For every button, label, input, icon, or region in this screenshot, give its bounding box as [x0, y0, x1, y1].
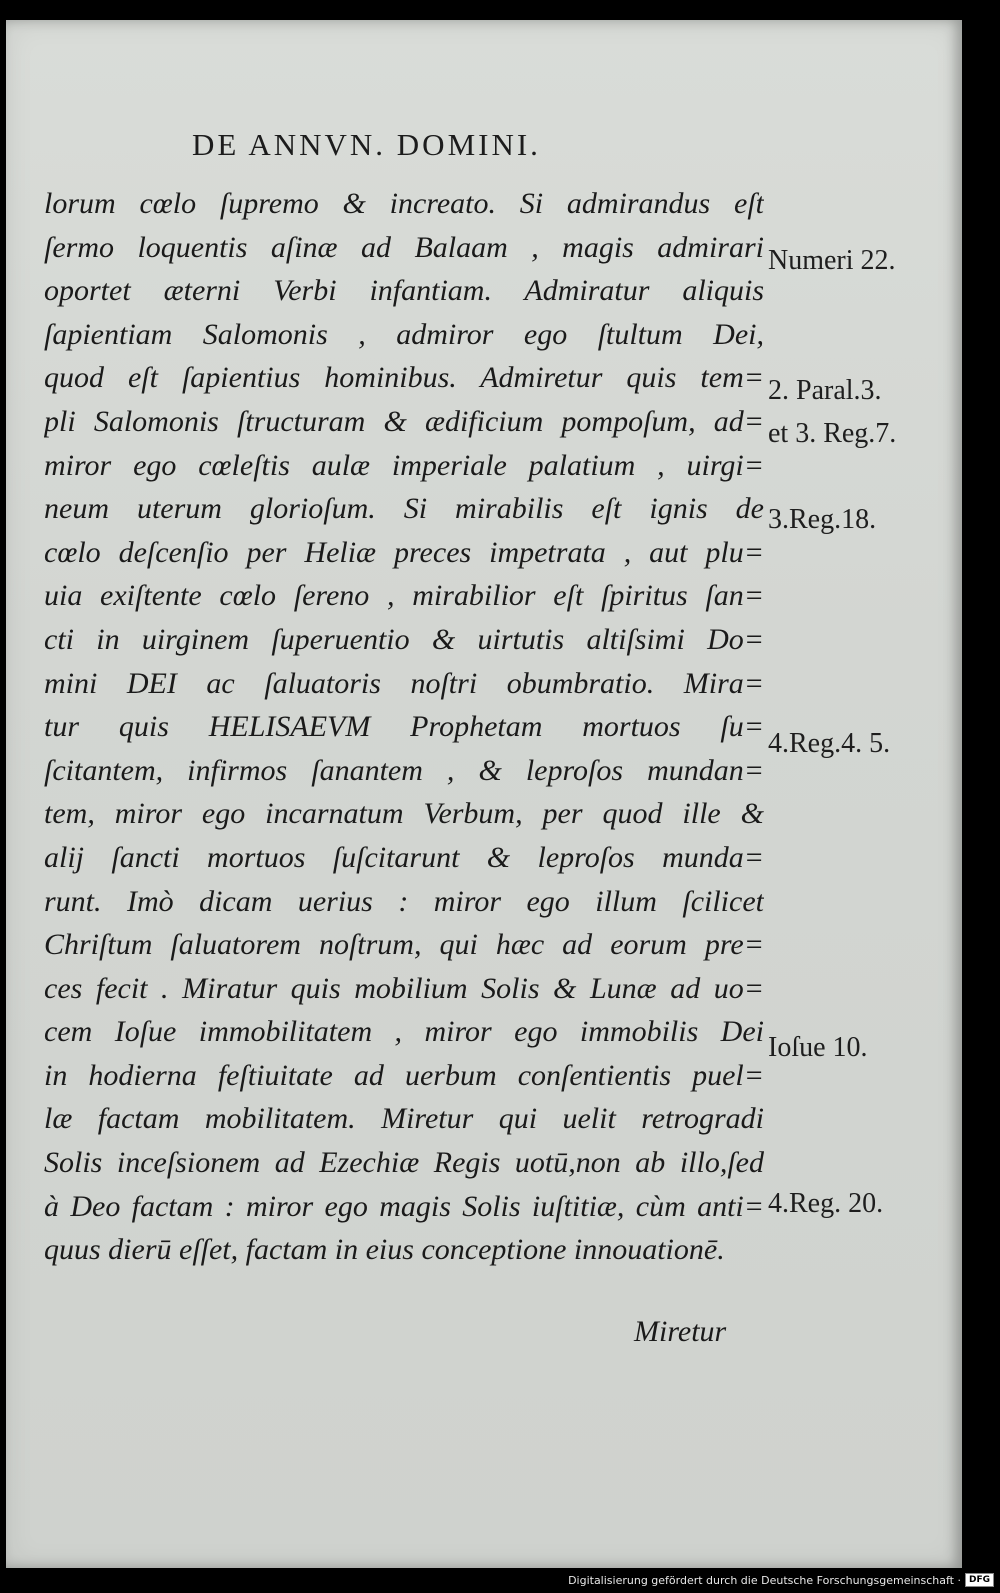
text-line: cem Ioſue immobilitatem , miror ego immobilis Dei: [44, 1015, 764, 1049]
text-line: in hodierna feſtiuitate ad uerbum conſentientis puel=: [44, 1058, 764, 1092]
text-line: quod eſt ſapientius hominibus. Admiretur quis tem=: [44, 361, 764, 395]
margin-note: 3.Reg.18.: [768, 504, 877, 535]
digitization-footer: [568, 1570, 994, 1590]
text-line: lorum cœlo ſupremo & increato. Si admirandus eſt: [44, 187, 764, 220]
margin-note: 4.Reg. 20.: [768, 1188, 884, 1219]
text-line: oportet æterni Verbi infantiam. Admiratur aliquis: [44, 274, 764, 308]
text-line: neum uterum glorioſum. Si mirabilis eſt ignis de: [44, 492, 764, 526]
text-line: miror ego cœleſtis aulæ imperiale palatium , uirgi=: [44, 448, 764, 482]
text-line: quus dierū eſſet, factam in eius conceptione innouationē.: [44, 1233, 725, 1267]
running-head: DE ANNVN. DOMINI.: [192, 127, 541, 162]
text-line: cti in uirginem ſuperuentio & uirtutis altiſsimi Do=: [44, 622, 764, 656]
margin-note: Ioſue 10.: [768, 1032, 868, 1063]
text-line: mini DEI ac ſaluatoris noſtri obumbratio. Mira=: [44, 666, 764, 700]
text-line: uia exiſtente cœlo ſereno , mirabilior eſt ſpiritus ſan=: [44, 579, 764, 613]
footer-credit: Digitalisierung gefördert durch die Deutsche Forschungsgemeinschaft ·: [568, 1573, 961, 1587]
text-line: tur quis HELISAEVM Prophetam mortuos ſu=: [44, 710, 764, 744]
text-line: Solis inceſsionem ad Ezechiæ Regis uotū,non ab illo,ſed: [44, 1146, 764, 1180]
margin-notes: [6, 20, 962, 1568]
book-page: [6, 20, 962, 1568]
text-line: læ factam mobilitatem. Miretur qui uelit retrogradi: [44, 1102, 764, 1136]
text-line: à Deo factam : miror ego magis Solis iuſtitiæ, cùm anti=: [44, 1189, 764, 1223]
text-line: tem, miror ego incarnatum Verbum, per quod ille &: [44, 797, 764, 831]
text-line: ſapientiam Salomonis , admiror ego ſtultum Dei,: [44, 317, 764, 351]
dfg-logo-icon: DFG: [965, 1573, 994, 1587]
text-line: Chriſtum ſaluatorem noſtrum, qui hæc ad eorum pre=: [44, 928, 764, 962]
text-line: alij ſancti mortuos ſuſcitarunt & leproſos munda=: [44, 840, 764, 874]
text-line: cœlo deſcenſio per Heliæ preces impetrata , aut plu=: [44, 535, 764, 569]
text-line: ſcitantem, infirmos ſanantem , & leproſos mundan=: [44, 753, 764, 787]
margin-note: et 3. Reg.7.: [768, 418, 897, 449]
text-line: pli Salomonis ſtructuram & ædificium pompoſum, ad=: [44, 404, 764, 438]
text-line: ces fecit . Miratur quis mobilium Solis & Lunæ ad uo=: [44, 971, 764, 1005]
margin-note: Numeri 22.: [768, 245, 896, 276]
text-line: ſermo loquentis aſinæ ad Balaam , magis admirari: [44, 230, 764, 264]
text-line: runt. Imò dicam uerius : miror ego illum ſcilicet: [44, 884, 764, 918]
margin-note: 2. Paral.3.: [768, 375, 882, 406]
catchword: Miretur: [634, 1315, 727, 1348]
margin-note: 4.Reg.4. 5.: [768, 728, 891, 759]
